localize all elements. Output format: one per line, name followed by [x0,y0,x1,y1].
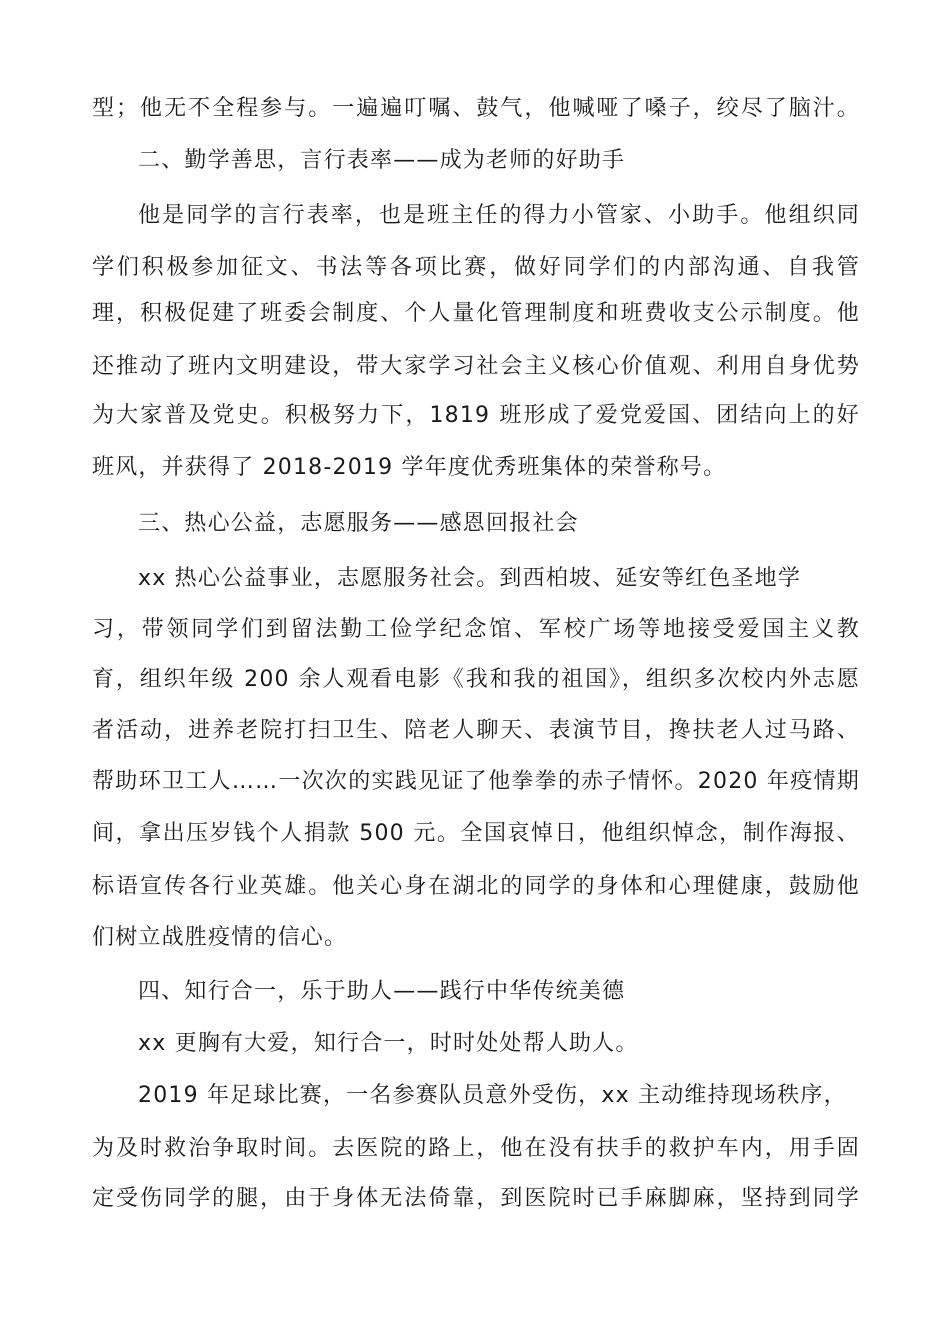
text-line: xx 更胸有大爱，知行合一，时时处处帮人助人。 [138,1031,639,1056]
text-line: 型；他无不全程参与。一遍遍叮嘱、鼓气，他喊哑了嗓子，绞尽了脑汁。 [92,96,860,121]
text-line: 定受伤同学的腿，由于身体无法倚靠，到医院时已手麻脚麻，坚持到同学 [92,1186,860,1211]
text-line: 2019 年足球比赛，一名参赛队员意外受伤，xx 主动维持现场秩序， [138,1083,847,1108]
text-line: 们树立战胜疫情的信心。 [92,925,348,950]
section-heading: 四、知行合一，乐于助人——践行中华传统美德 [138,979,626,1004]
text-line: 理，积极促建了班委会制度、个人量化管理制度和班费收支公示制度。他 [92,301,860,326]
text-line: xx 热心公益事业，志愿服务社会。到西柏坡、延安等红色圣地学 [138,566,802,591]
text-line: 间，拿出压岁钱个人捐款 500 元。全国哀悼日，他组织悼念，制作海报、 [92,821,860,846]
text-line: 习，带领同学们到留法勤工俭学纪念馆、军校广场等地接受爱国主义教 [92,617,860,642]
text-line: 标语宣传各行业英雄。他关心身在湖北的同学的身体和心理健康，鼓励他 [92,874,860,899]
text-line: 育，组织年级 200 余人观看电影《我和我的祖国》，组织多次校内外志愿 [92,667,860,692]
text-line: 为大家普及党史。积极努力下，1819 班形成了爱党爱国、团结向上的好 [92,403,860,428]
text-line: 学们积极参加征文、书法等各项比赛，做好同学们的内部沟通、自我管 [92,255,860,280]
text-line: 还推动了班内文明建设，带大家学习社会主义核心价值观、利用自身优势 [92,354,860,379]
text-line: 他是同学的言行表率，也是班主任的得力小管家、小助手。他组织同 [138,203,860,228]
text-line: 者活动，进养老院打扫卫生、陪老人聊天、表演节目，搀扶老人过马路、 [92,718,860,743]
section-heading: 三、热心公益，志愿服务——感恩回报社会 [138,511,579,536]
section-heading: 二、勤学善思，言行表率——成为老师的好助手 [138,148,626,173]
text-line: 帮助环卫工人……一次次的实践见证了他拳拳的赤子情怀。2020 年疫情期 [92,769,860,794]
text-line: 班风，并获得了 2018-2019 学年度优秀班集体的荣誉称号。 [92,455,727,480]
text-line: 为及时救治争取时间。去医院的路上，他在没有扶手的救护车内，用手固 [92,1136,860,1161]
